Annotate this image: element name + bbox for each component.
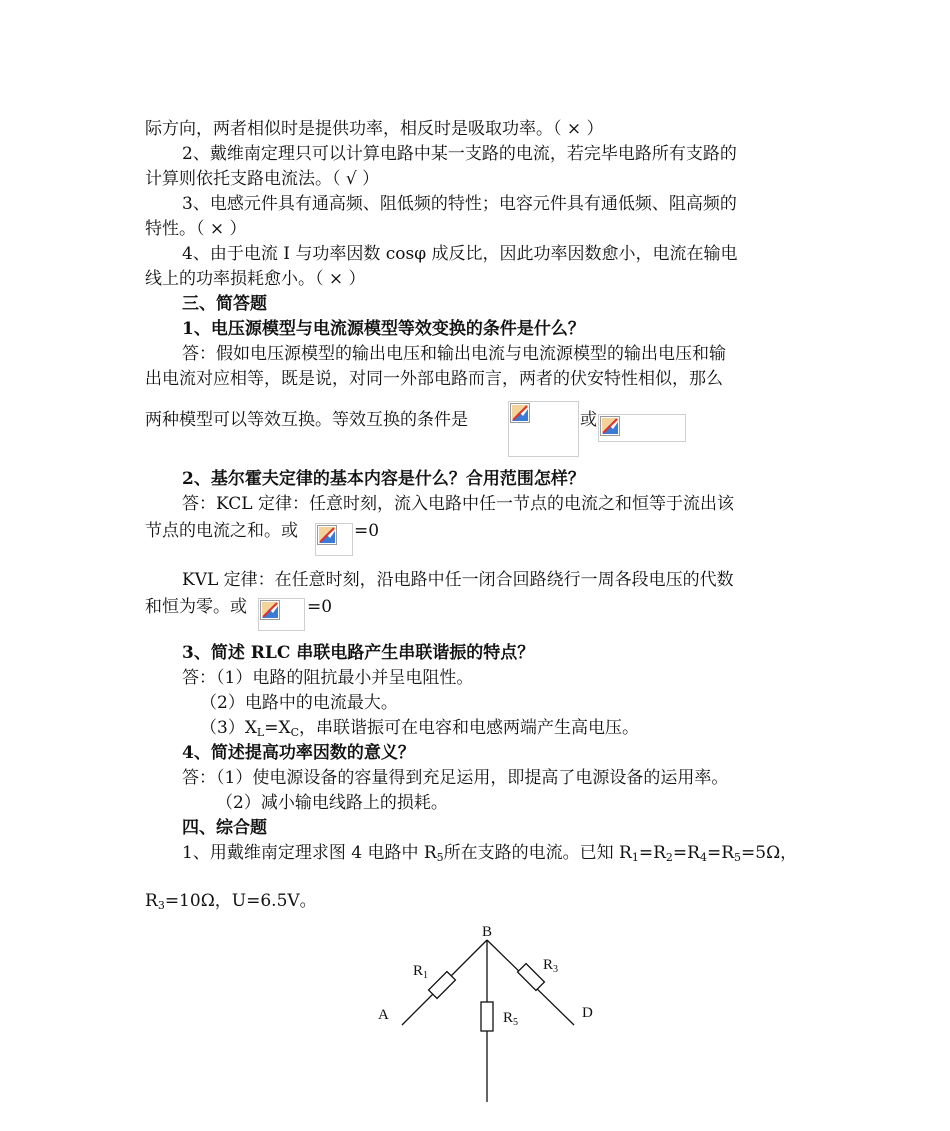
eq-r: =R [638,843,666,863]
subscript-l: L [256,726,265,739]
q3-2-kvl-line2: 和恒为零。或 [145,597,247,617]
q3-2-title: 2、基尔霍夫定律的基本内容是什么？合用范围怎样？ [182,469,585,489]
tf-q2-line1: 2、戴维南定理只可以计算电路中某一支路的电流，若完毕电路所有支路的 [182,144,737,164]
q3-3-answer-2: （2）电路中的电流最大。 [200,693,398,713]
subscript-2: 2 [665,851,673,864]
r5-sub: 5 [513,1017,519,1028]
q4-1-text-a: 1、用戴维南定理求图 4 电路中 R [182,843,437,863]
section-4-heading: 四、综合题 [182,818,267,838]
r1-letter: R [413,963,424,979]
node-b-label: B [482,924,493,940]
subscript-5: 5 [734,851,742,864]
section-3-heading: 三、简答题 [182,294,267,314]
subscript-c: C [290,726,300,739]
q3-2-kvl-line1: KVL 定律：在任意时刻，沿电路中任一闭合回路绕行一周各段电压的代数 [182,570,734,590]
broken-image-icon [260,600,280,620]
tf-q4-line2: 线上的功率损耗愈小。（ × ） [145,269,366,289]
r3-sub: 3 [553,964,559,975]
r3-letter: R [543,957,554,973]
tf-q1-tail: 际方向，两者相似时是提供功率，相反时是吸取功率。（ × ） [145,119,604,139]
q4-1-text-d: =10Ω，U=6.5V。 [164,891,317,911]
q3-1-answer-line3: 两种模型可以等效互换。等效互换的条件是 [145,410,468,430]
kvl-equals-zero: =0 [307,597,333,617]
broken-image-icon [600,416,620,436]
broken-image-icon [317,525,337,545]
subscript-5: 5 [436,851,444,864]
tf-q3-line1: 3、电感元件具有通高频、阻低频的特性；电容元件具有通低频、阻高频的 [182,194,737,214]
node-d-label: D [582,1005,593,1021]
q3-4-answer-1: 答：（1）使电源设备的容量得到充足运用，即提高了电源设备的运用率。 [182,768,729,788]
q4-1-r: R [145,891,158,911]
q3-4-title: 4、简述提高功率因数的意义？ [182,743,415,763]
q3-2-kcl-line1: 答：KCL 定律：任意时刻，流入电路中任一节点的电流之和恒等于流出该 [182,494,734,514]
q3-4-answer-2: （2）减小输电线路上的损耗。 [216,793,448,813]
resistor-r1 [429,972,456,999]
formula-image-2 [598,414,686,442]
q3-3-answer-1: 答：（1）电路的阻抗最小并呈电阻性。 [182,668,474,688]
r3-label [543,957,558,975]
q3-1-answer-line1: 答：假如电压源模型的输出电压和输出电流与电流源模型的输出电压和输 [182,344,726,364]
q3-2-kcl-line2: 节点的电流之和。或 [145,521,298,541]
q3-1-answer-line2: 出电流对应相等，既是说，对同一外部电路而言，两者的伏安特性相似，那么 [145,369,723,389]
eq-r: =R [706,843,735,863]
r1-sub: 1 [423,970,429,981]
r5-label [503,1010,518,1028]
tf-q2-line2: 计算则依托支路电流法。（ √ ） [145,169,380,189]
q3-1-title: 1、电压源模型与电流源模型等效变换的条件是什么？ [182,319,585,339]
node-a-label: A [378,1007,389,1023]
resistor-r3 [518,964,545,991]
answer-3-text-c: ，串联谐振可在电容和电感两端产生高电压。 [299,718,640,738]
resistor-r5 [481,1002,493,1031]
kcl-equals-zero: =0 [354,521,380,541]
formula-image-1 [508,401,579,457]
q4-1-text-c: =5Ω， [741,843,798,863]
subscript-3: 3 [157,899,165,912]
q4-1-line1 [182,841,797,865]
broken-image-icon [510,403,530,423]
formula-image-3 [315,523,353,556]
q3-3-title: 3、简述 RLC 串联电路产生串联谐振的特点？ [182,643,535,663]
tf-q4-line1: 4、由于电流 I 与功率因数 cosφ 成反比，因此功率因数愈小，电流在输电 [182,244,738,264]
tf-q3-line2: 特性。（ × ） [145,219,247,239]
answer-3-text-b: =X [264,718,291,738]
eq-r: =R [672,843,700,863]
q4-1-text-b: 所在支路的电流。已知 R [443,843,632,863]
subscript-4: 4 [699,851,707,864]
formula-image-4 [258,598,305,631]
subscript-1: 1 [631,851,639,864]
r1-label [413,963,428,981]
q3-3-answer-3 [200,716,639,740]
r5-letter: R [503,1010,514,1026]
or-text-1: 或 [580,410,597,430]
answer-3-text-a: （3）X [200,718,257,738]
circuit-diagram [360,920,620,1110]
q4-1-line2 [145,889,317,913]
